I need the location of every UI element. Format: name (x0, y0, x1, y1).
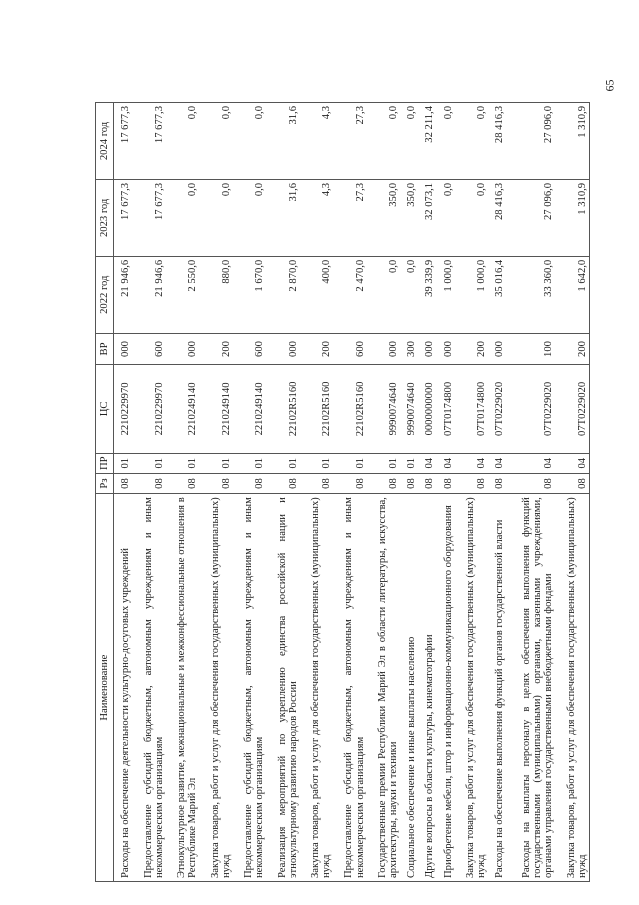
table-row (114, 103, 133, 882)
cell-vr: 200 (555, 333, 589, 365)
cell-2022: 1 000,0 (455, 256, 488, 333)
cell-pr: 01 (114, 453, 133, 473)
cell-pr: 01 (233, 453, 266, 473)
table-row (166, 103, 199, 882)
cell-vr: 000 (488, 333, 506, 365)
cell-2024: 17 677,3 (114, 103, 133, 180)
cell-2022: 0,0 (367, 256, 400, 333)
cell-vr: 000 (166, 333, 199, 365)
cell-pr: 01 (166, 453, 199, 473)
cell-2022: 2 470,0 (333, 256, 366, 333)
cell-rz: 08 (455, 473, 488, 493)
cell-pr: 01 (199, 453, 232, 473)
cell-2022: 35 016,4 (488, 256, 506, 333)
cell-pr: 04 (437, 453, 455, 473)
cell-cs: 07Т0174800 (455, 365, 488, 453)
cell-2023: 27 096,0 (506, 179, 555, 256)
table-row (233, 103, 266, 882)
cell-2024: 0,0 (400, 103, 418, 180)
cell-pr: 01 (400, 453, 418, 473)
cell-name: Государственные премии Республики Марий Эл в области литературы, искусства, архитектуры, науки и техники (367, 494, 400, 882)
cell-cs: 2210229970 (133, 365, 166, 453)
table-row (199, 103, 232, 882)
cell-pr: 04 (488, 453, 506, 473)
table-row (418, 103, 436, 882)
cell-2023: 350,0 (400, 179, 418, 256)
cell-vr: 300 (400, 333, 418, 365)
cell-name: Закупка товаров, работ и услуг для обеспечения государственных (муниципальных) нужд (455, 494, 488, 882)
header-2022: 2022 год (96, 256, 114, 333)
cell-2022: 2 550,0 (166, 256, 199, 333)
cell-name: Расходы на выплаты персоналу в целях обеспечения выполнения функций государственными (муниципальными) органами, казенными учреждениями, органами управления государственными внебюджетными фондами (506, 494, 555, 882)
cell-2022: 1 000,0 (437, 256, 455, 333)
cell-cs: 07Т0229020 (488, 365, 506, 453)
cell-rz: 08 (400, 473, 418, 493)
cell-pr: 04 (555, 453, 589, 473)
cell-name: Расходы на обеспечение выполнения функций органов государственной власти (488, 494, 506, 882)
cell-rz: 08 (506, 473, 555, 493)
cell-vr: 000 (418, 333, 436, 365)
cell-name: Закупка товаров, работ и услуг для обеспечения государственных (муниципальных) нужд (199, 494, 232, 882)
cell-2023: 1 310,9 (555, 179, 589, 256)
table-body (114, 103, 590, 882)
cell-vr: 600 (133, 333, 166, 365)
cell-2022: 21 946,6 (133, 256, 166, 333)
cell-rz: 08 (166, 473, 199, 493)
cell-2023: 0,0 (199, 179, 232, 256)
header-pr: ПР (96, 453, 114, 473)
table-row (333, 103, 366, 882)
cell-2024: 17 677,3 (133, 103, 166, 180)
cell-vr: 200 (455, 333, 488, 365)
cell-pr: 01 (333, 453, 366, 473)
cell-rz: 08 (367, 473, 400, 493)
cell-pr: 01 (266, 453, 299, 473)
cell-rz: 08 (418, 473, 436, 493)
table-row (367, 103, 400, 882)
cell-2024: 32 211,4 (418, 103, 436, 180)
cell-name: Реализация мероприятий по укреплению единства российской нации и этнокультурному развитию народов России (266, 494, 299, 882)
table-row (488, 103, 506, 882)
cell-cs: 22102R5160 (333, 365, 366, 453)
cell-cs: 07Т0229020 (506, 365, 555, 453)
table-row (400, 103, 418, 882)
table-row (133, 103, 166, 882)
cell-vr: 000 (114, 333, 133, 365)
cell-2024: 27 096,0 (506, 103, 555, 180)
header-2024: 2024 год (96, 103, 114, 180)
cell-vr: 000 (266, 333, 299, 365)
table-row (555, 103, 589, 882)
cell-vr: 200 (199, 333, 232, 365)
cell-2024: 0,0 (233, 103, 266, 180)
header-cs: ЦС (96, 365, 114, 453)
cell-2022: 400,0 (300, 256, 333, 333)
cell-vr: 000 (367, 333, 400, 365)
cell-2024: 4,3 (300, 103, 333, 180)
cell-2023: 17 677,3 (114, 179, 133, 256)
cell-2023: 4,3 (300, 179, 333, 256)
cell-2024: 31,6 (266, 103, 299, 180)
cell-2023: 0,0 (437, 179, 455, 256)
cell-name: Этнокультурное развитие, межнациональные и межконфессиональные отношения в Республике Марий Эл (166, 494, 199, 882)
cell-cs: 22102R5160 (300, 365, 333, 453)
cell-rz: 08 (114, 473, 133, 493)
table-row (266, 103, 299, 882)
cell-2022: 1 642,0 (555, 256, 589, 333)
cell-name: Приобретение мебели, штор и информационно-коммуникационного оборудования (437, 494, 455, 882)
cell-2024: 0,0 (437, 103, 455, 180)
cell-2023: 350,0 (367, 179, 400, 256)
cell-cs: 0000000000 (418, 365, 436, 453)
cell-2024: 0,0 (199, 103, 232, 180)
cell-name: Предоставление субсидий бюджетным, автономным учреждениям и иным некоммерческим организациям (133, 494, 166, 882)
cell-2024: 0,0 (367, 103, 400, 180)
cell-rz: 08 (199, 473, 232, 493)
table-row (506, 103, 555, 882)
cell-cs: 9990074640 (367, 365, 400, 453)
cell-cs: 9990074640 (400, 365, 418, 453)
cell-name: Другие вопросы в области культуры, кинематографии (418, 494, 436, 882)
cell-2023: 32 073,1 (418, 179, 436, 256)
cell-rz: 08 (133, 473, 166, 493)
cell-cs: 2210249140 (233, 365, 266, 453)
budget-table (95, 102, 590, 882)
cell-2024: 27,3 (333, 103, 366, 180)
cell-rz: 08 (300, 473, 333, 493)
cell-2022: 1 670,0 (233, 256, 266, 333)
header-2023: 2023 год (96, 179, 114, 256)
cell-2022: 33 360,0 (506, 256, 555, 333)
cell-cs: 2210229970 (114, 365, 133, 453)
cell-2023: 27,3 (333, 179, 366, 256)
cell-2023: 28 416,3 (488, 179, 506, 256)
cell-vr: 100 (506, 333, 555, 365)
cell-2024: 0,0 (166, 103, 199, 180)
cell-2022: 2 870,0 (266, 256, 299, 333)
cell-rz: 08 (555, 473, 589, 493)
cell-2024: 0,0 (455, 103, 488, 180)
cell-2023: 0,0 (233, 179, 266, 256)
cell-name: Закупка товаров, работ и услуг для обеспечения государственных (муниципальных) нужд (300, 494, 333, 882)
header-rz: Рз (96, 473, 114, 493)
header-name: Наименование (96, 494, 114, 882)
cell-vr: 200 (300, 333, 333, 365)
page-number: 65 (602, 79, 617, 92)
cell-rz: 08 (266, 473, 299, 493)
table-row (300, 103, 333, 882)
cell-name: Социальное обеспечение и иные выплаты населению (400, 494, 418, 882)
cell-rz: 08 (333, 473, 366, 493)
cell-vr: 000 (437, 333, 455, 365)
cell-2023: 17 677,3 (133, 179, 166, 256)
cell-2024: 1 310,9 (555, 103, 589, 180)
cell-cs: 07Т0229020 (555, 365, 589, 453)
cell-2022: 0,0 (400, 256, 418, 333)
cell-2022: 880,0 (199, 256, 232, 333)
cell-cs: 07Т0174800 (437, 365, 455, 453)
cell-2023: 0,0 (166, 179, 199, 256)
cell-2022: 39 339,9 (418, 256, 436, 333)
cell-cs: 2210249140 (166, 365, 199, 453)
cell-pr: 04 (418, 453, 436, 473)
cell-2023: 31,6 (266, 179, 299, 256)
cell-2024: 28 416,3 (488, 103, 506, 180)
cell-pr: 01 (300, 453, 333, 473)
cell-2023: 0,0 (455, 179, 488, 256)
cell-cs: 22102R5160 (266, 365, 299, 453)
cell-pr: 04 (506, 453, 555, 473)
cell-rz: 08 (437, 473, 455, 493)
cell-rz: 08 (488, 473, 506, 493)
budget-table-rotated (95, 102, 590, 882)
cell-2022: 21 946,6 (114, 256, 133, 333)
cell-name: Предоставление субсидий бюджетным, автономным учреждениям и иным некоммерческим организациям (233, 494, 266, 882)
table-row (437, 103, 455, 882)
cell-name: Предоставление субсидий бюджетным, автономным учреждениям и иным некоммерческим организациям (333, 494, 366, 882)
cell-name: Расходы на обеспечение деятельности культурно-досуговых учреждений (114, 494, 133, 882)
cell-pr: 01 (367, 453, 400, 473)
cell-vr: 600 (333, 333, 366, 365)
table-header (96, 103, 114, 882)
cell-vr: 600 (233, 333, 266, 365)
cell-rz: 08 (233, 473, 266, 493)
cell-cs: 2210249140 (199, 365, 232, 453)
header-vr: ВР (96, 333, 114, 365)
cell-name: Закупка товаров, работ и услуг для обеспечения государственных (муниципальных) нужд (555, 494, 589, 882)
cell-pr: 01 (133, 453, 166, 473)
table-row (455, 103, 488, 882)
cell-pr: 04 (455, 453, 488, 473)
